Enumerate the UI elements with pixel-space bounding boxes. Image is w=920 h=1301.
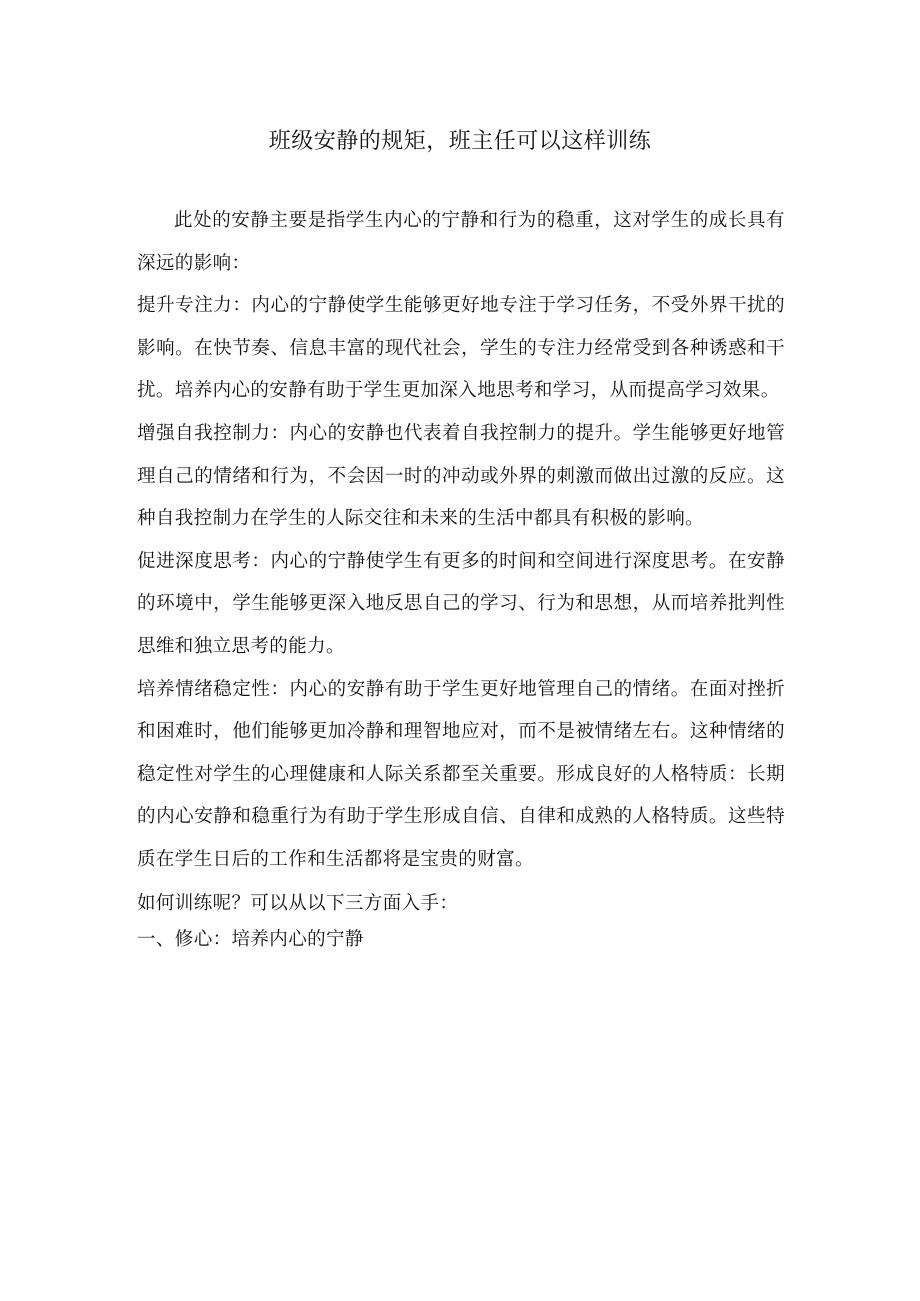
paragraph-deep-thinking: 促进深度思考：内心的宁静使学生有更多的时间和空间进行深度思考。在安静的环境中，学生能够更深入地反思自己的学习、行为和思想，从而培养批判性思维和独立思考的能力。 xyxy=(137,550,785,657)
section-heading-1: 一、修心：培养内心的宁静 xyxy=(137,928,364,950)
document-body xyxy=(137,200,785,958)
paragraph-how-to-train: 如何训练呢？可以从以下三方面入手： xyxy=(137,892,459,914)
paragraph-self-control: 增强自我控制力：内心的安静也代表着自我控制力的提升。学生能够更好地管理自己的情绪和行为，不会因一时的冲动或外界的刺激而做出过激的反应。这种自我控制力在学生的人际交往和未来的生活中都具有积极的影响。 xyxy=(137,422,785,530)
paragraph-emotional-stability: 培养情绪稳定性：内心的安静有助于学生更好地管理自己的情绪。在面对挫折和困难时，他们能够更加冷静和理智地应对，而不是被情绪左右。这种情绪的稳定性对学生的心理健康和人际关系都至关重要。形成良好的人格特质：长期的内心安静和稳重行为有助于学生形成自信、自律和成熟的人格特质。这些特质在学生日后的工作和生活都将是宝贵的财富。 xyxy=(137,678,785,870)
intro-paragraph: 此处的安静主要是指学生内心的宁静和行为的稳重，这对学生的成长具有深远的影响： xyxy=(137,210,785,274)
page-title: 班级安静的规矩，班主任可以这样训练 xyxy=(268,129,652,154)
paragraph-focus: 提升专注力：内心的宁静使学生能够更好地专注于学习任务，不受外界干扰的影响。在快节奏、信息丰富的现代社会，学生的专注力经常受到各种诱惑和干扰。培养内心的安静有助于学生更加深入地思考和学习，从而提高学习效果。 xyxy=(137,295,785,402)
